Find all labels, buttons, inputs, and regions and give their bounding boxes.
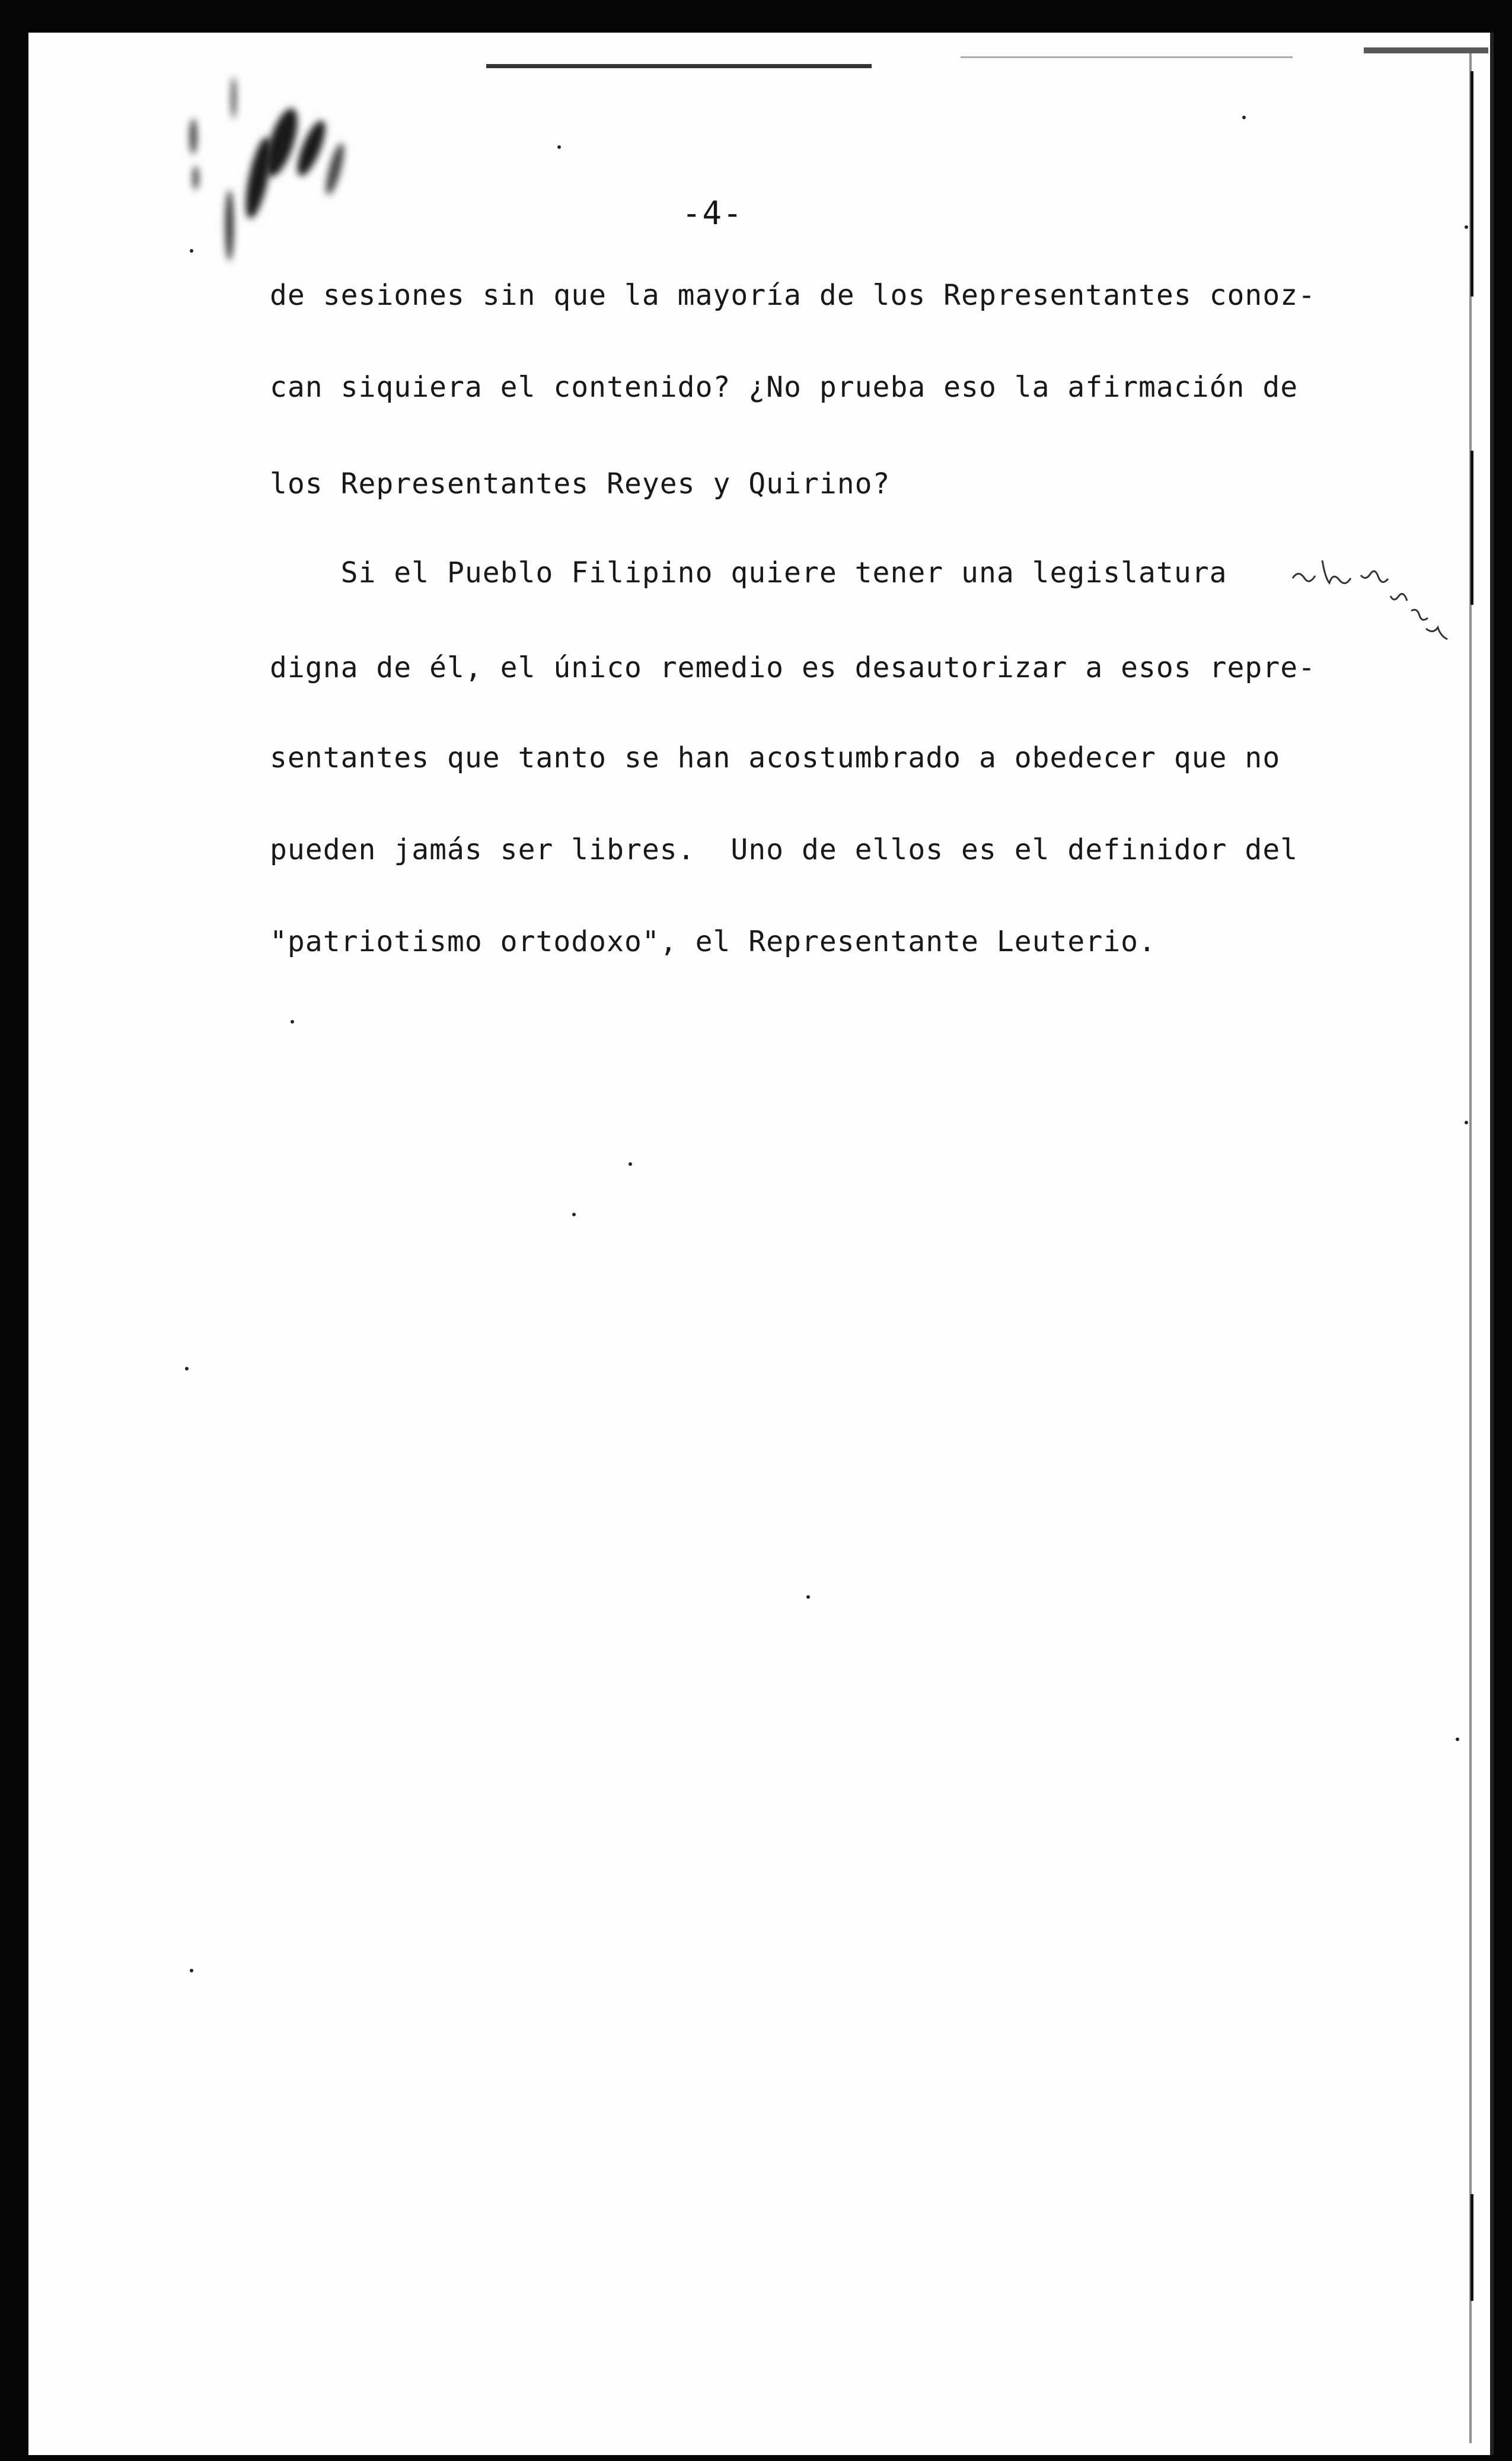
speck [806,1595,810,1599]
speck [557,145,561,149]
speck [1465,1121,1468,1124]
text-line: sentantes que tanto se han acostumbrado a obedecer que no [270,741,1281,774]
speck [1456,1738,1459,1741]
page-edge [1469,53,1472,2443]
speck [572,1213,576,1216]
speck [190,249,193,253]
speck [629,1162,632,1166]
top-scan-mark-thin [961,56,1293,58]
side-edge-mark [1470,451,1473,605]
text-line: de sesiones sin que la mayoría de los Representantes conoz- [270,279,1316,312]
text-line: pueden jamás ser libres. Uno de ellos es el definidor del [270,833,1299,866]
ink-smudge [225,190,234,261]
text-line: los Representantes Reyes y Quirino? [270,467,891,501]
side-edge-mark [1470,71,1473,297]
side-edge-mark [1470,2194,1473,2301]
ink-smudge [231,77,236,119]
handwritten-annotation-icon [1287,554,1465,673]
top-scan-mark [486,64,872,68]
text-line: digna de él, el único remedio es desautorizar a esos repre- [270,651,1316,684]
top-scan-mark-right [1364,47,1488,53]
text-line: can siquiera el contenido? ¿No prueba eso la afirmación de [270,371,1299,404]
speck [1242,116,1246,119]
speck [190,1969,193,1972]
speck [1465,225,1468,229]
page-number: -4- [682,195,744,232]
text-line: Si el Pueblo Filipino quiere tener una legislatura [270,556,1227,589]
speck [291,1020,294,1024]
ink-smudge [193,166,199,190]
text-line: "patriotismo ortodoxo", el Representante Leuterio. [270,925,1156,958]
ink-smudge [190,119,197,154]
speck [185,1367,189,1370]
